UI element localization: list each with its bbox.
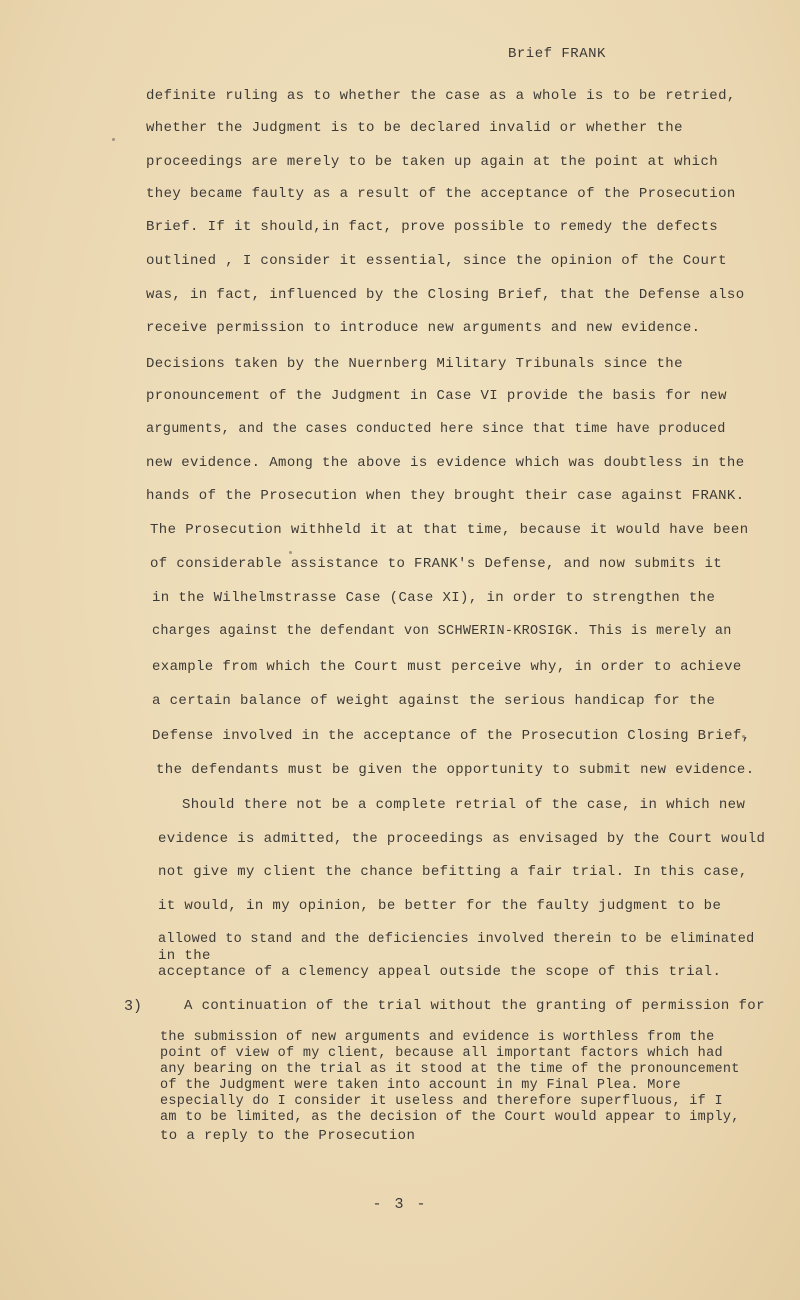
text-line: example from which the Court must perceive why, in order to achieve — [152, 659, 742, 675]
text-line: it would, in my opinion, be better for the faulty judgment to be — [158, 898, 722, 914]
text-line: the defendants must be given the opportunity to submit new evidence. — [156, 762, 755, 778]
text-line: not give my client the chance befitting a fair trial. In this case, — [158, 864, 748, 880]
text-line: evidence is admitted, the proceedings as envisaged by the Court would — [158, 831, 766, 847]
text-line: of considerable assistance to FRANK's Defense, and now submits it — [150, 556, 723, 572]
text-line: charges against the defendant von SCHWERIN-KROSIGK. This is merely an — [152, 624, 732, 639]
text-line: proceedings are merely to be taken up again at the point at which — [146, 154, 719, 170]
text-line: The Prosecution withheld it at that time, because it would have been — [150, 522, 749, 538]
text-line: point of view of my client, because all important factors which had — [160, 1046, 723, 1061]
text-line: Decisions taken by the Nuernberg Military Tribunals since the — [146, 356, 683, 372]
text-line: Should there not be a complete retrial of the case, in which new — [182, 797, 746, 813]
text-line: was, in fact, influenced by the Closing Brief, that the Defense also — [146, 287, 745, 303]
text-line: to a reply to the Prosecution — [160, 1128, 416, 1144]
text-line: receive permission to introduce new arguments and new evidence. — [146, 320, 701, 336]
text-line: pronouncement of the Judgment in Case VI provide the basis for new — [146, 388, 727, 404]
text-line: especially do I consider it useless and therefore superfluous, if I — [160, 1094, 723, 1109]
text-line: definite ruling as to whether the case as a whole is to be retried, — [146, 88, 736, 104]
text-line: am to be limited, as the decision of the Court would appear to imply, — [160, 1110, 740, 1125]
text-line: arguments, and the cases conducted here since that time have produced — [146, 422, 726, 437]
text-line: outlined , I consider it essential, since the opinion of the Court — [146, 253, 727, 269]
document-header: Brief FRANK — [508, 46, 606, 62]
text-line: Brief. If it should,in fact, prove possible to remedy the defects — [146, 219, 719, 235]
text-line: whether the Judgment is to be declared invalid or whether the — [146, 120, 683, 136]
text-line: in the — [158, 948, 211, 964]
text-line: acceptance of a clemency appeal outside the scope of this trial. — [158, 964, 722, 980]
text-line: any bearing on the trial as it stood at the time of the pronouncement — [160, 1062, 740, 1077]
page-number: - 3 - — [372, 1196, 428, 1213]
text-line: a certain balance of weight against the serious handicap for the — [152, 693, 716, 709]
text-line: of the Judgment were taken into account in my Final Plea. More — [160, 1078, 681, 1093]
text-line: Defense involved in the acceptance of the Prosecution Closing Brief, — [152, 728, 751, 744]
text-line: allowed to stand and the deficiencies involved therein to be eliminated — [158, 932, 755, 947]
item-number: 3) — [124, 998, 143, 1015]
text-line: hands of the Prosecution when they brought their case against FRANK. — [146, 488, 745, 504]
text-line: A continuation of the trial without the granting of permission for — [184, 998, 765, 1014]
paper-speck — [112, 138, 115, 141]
text-line: the submission of new arguments and evidence is worthless from the — [160, 1030, 715, 1045]
text-line: they became faulty as a result of the acceptance of the Prosecution — [146, 186, 736, 202]
text-line: new evidence. Among the above is evidence which was doubtless in the — [146, 455, 745, 471]
text-line: in the Wilhelmstrasse Case (Case XI), in order to strengthen the — [152, 590, 716, 606]
paper-speck — [289, 551, 292, 554]
